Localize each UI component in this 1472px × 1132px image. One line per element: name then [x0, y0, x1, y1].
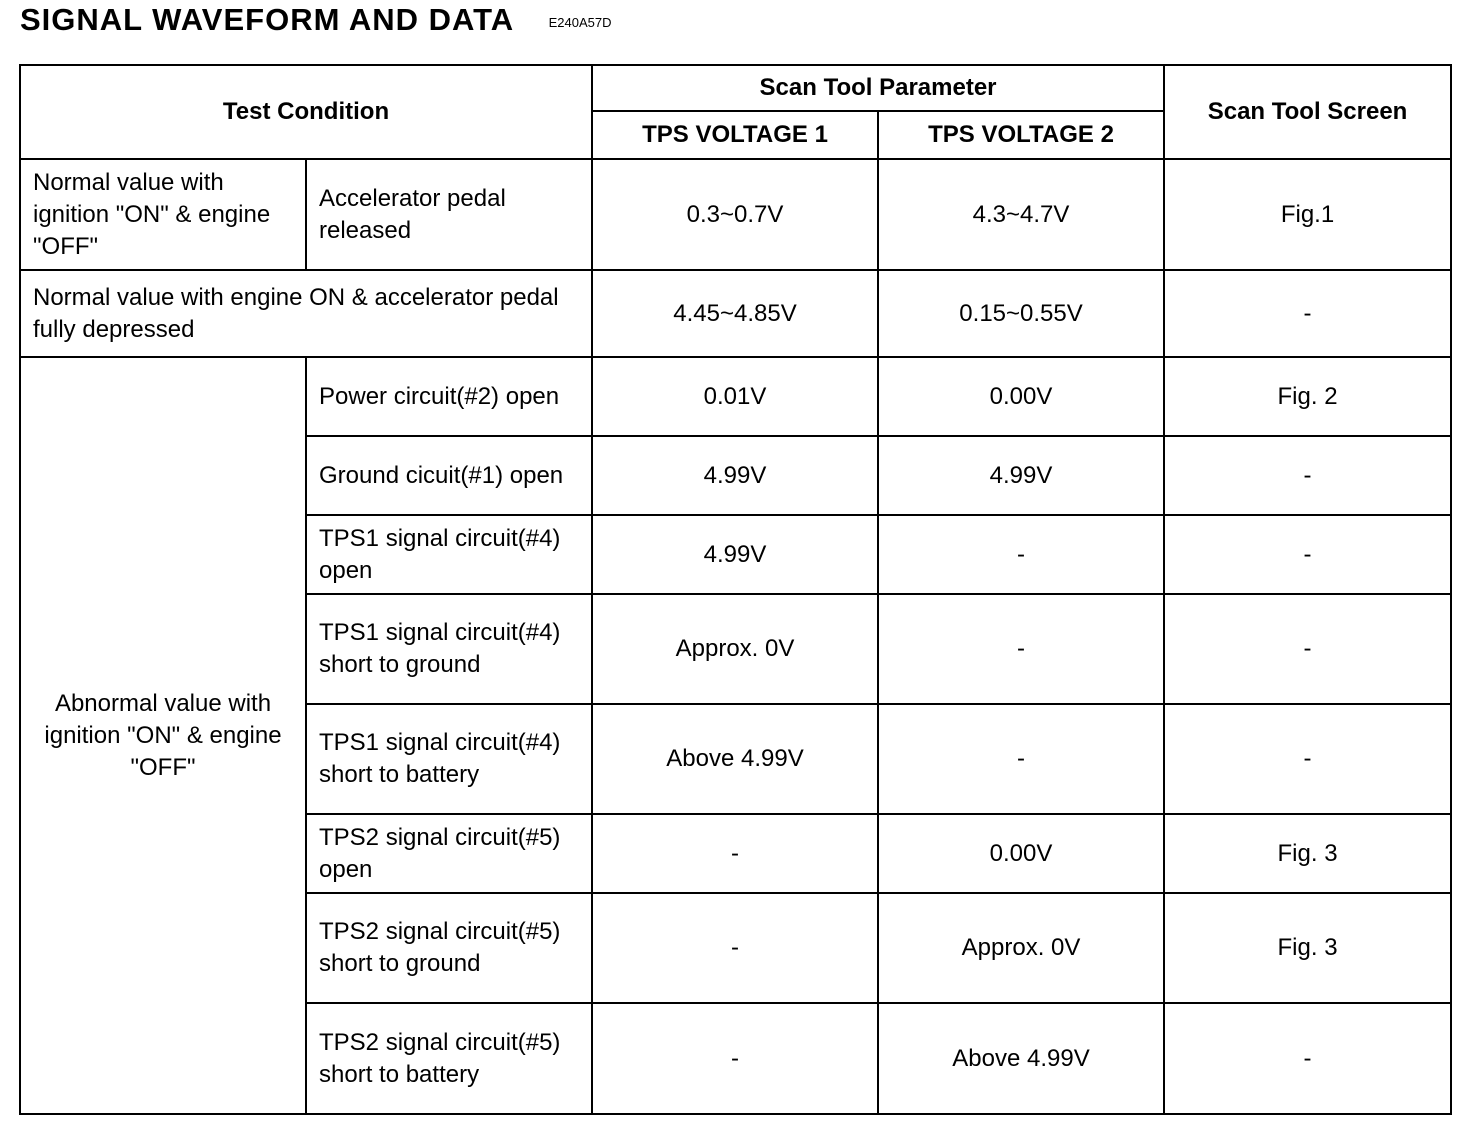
- condition-cell: TPS2 signal circuit(#5) open: [306, 814, 592, 893]
- tps-voltage-2-cell: 4.99V: [878, 436, 1164, 515]
- scan-tool-screen-cell: -: [1164, 436, 1451, 515]
- tps-voltage-1-cell: -: [592, 1003, 878, 1114]
- scan-tool-screen-cell: -: [1164, 270, 1451, 357]
- condition-cell: Accelerator pedal released: [306, 159, 592, 270]
- scan-tool-screen-cell: Fig. 3: [1164, 814, 1451, 893]
- document-code: E240A57D: [548, 15, 612, 30]
- tps-voltage-1-cell: 4.45~4.85V: [592, 270, 878, 357]
- tps-voltage-2-cell: -: [878, 515, 1164, 594]
- tps-voltage-1-cell: Approx. 0V: [592, 594, 878, 704]
- header-row-1: [20, 65, 1451, 111]
- page-heading: [20, 2, 612, 38]
- tps-voltage-1-cell: -: [592, 814, 878, 893]
- table-row: [20, 270, 1451, 357]
- tps-voltage-1-cell: 4.99V: [592, 515, 878, 594]
- scan-tool-screen-cell: Fig. 3: [1164, 893, 1451, 1003]
- tps-voltage-2-cell: Approx. 0V: [878, 893, 1164, 1003]
- header-tps-voltage-2: TPS VOLTAGE 2: [878, 111, 1164, 159]
- condition-cell: TPS1 signal circuit(#4) open: [306, 515, 592, 594]
- scan-tool-screen-cell: -: [1164, 515, 1451, 594]
- condition-cell: TPS2 signal circuit(#5) short to ground: [306, 893, 592, 1003]
- scan-tool-screen-cell: -: [1164, 594, 1451, 704]
- condition-cell: TPS1 signal circuit(#4) short to ground: [306, 594, 592, 704]
- header-test-condition: Test Condition: [20, 65, 592, 159]
- header-scan-tool-parameter: Scan Tool Parameter: [592, 65, 1164, 111]
- condition-cell: TPS2 signal circuit(#5) short to battery: [306, 1003, 592, 1114]
- tps-voltage-1-cell: 0.01V: [592, 357, 878, 436]
- header-tps-voltage-1: TPS VOLTAGE 1: [592, 111, 878, 159]
- condition-cell: TPS1 signal circuit(#4) short to battery: [306, 704, 592, 814]
- table-row: [20, 159, 1451, 270]
- normal-off-group-cell: Normal value with ignition "ON" & engine "OFF": [20, 159, 306, 270]
- tps-voltage-1-cell: 4.99V: [592, 436, 878, 515]
- tps-voltage-2-cell: -: [878, 594, 1164, 704]
- condition-cell: Power circuit(#2) open: [306, 357, 592, 436]
- tps-voltage-2-cell: 0.15~0.55V: [878, 270, 1164, 357]
- tps-voltage-1-cell: 0.3~0.7V: [592, 159, 878, 270]
- header-scan-tool-screen: Scan Tool Screen: [1164, 65, 1451, 159]
- scan-tool-screen-cell: Fig. 2: [1164, 357, 1451, 436]
- scan-tool-screen-cell: -: [1164, 704, 1451, 814]
- tps-voltage-2-cell: 4.3~4.7V: [878, 159, 1164, 270]
- condition-cell: Normal value with engine ON & accelerator pedal fully depressed: [20, 270, 592, 357]
- tps-voltage-2-cell: Above 4.99V: [878, 1003, 1164, 1114]
- tps-voltage-2-cell: 0.00V: [878, 357, 1164, 436]
- signal-data-table: [19, 64, 1452, 1115]
- scan-tool-screen-cell: -: [1164, 1003, 1451, 1114]
- tps-voltage-1-cell: -: [592, 893, 878, 1003]
- abnormal-group-cell: Abnormal value with ignition "ON" & engine "OFF": [20, 357, 306, 1114]
- tps-voltage-1-cell: Above 4.99V: [592, 704, 878, 814]
- condition-cell: Ground cicuit(#1) open: [306, 436, 592, 515]
- tps-voltage-2-cell: 0.00V: [878, 814, 1164, 893]
- table-row: [20, 357, 1451, 436]
- scan-tool-screen-cell: Fig.1: [1164, 159, 1451, 270]
- page-title: SIGNAL WAVEFORM AND DATA: [20, 2, 515, 37]
- tps-voltage-2-cell: -: [878, 704, 1164, 814]
